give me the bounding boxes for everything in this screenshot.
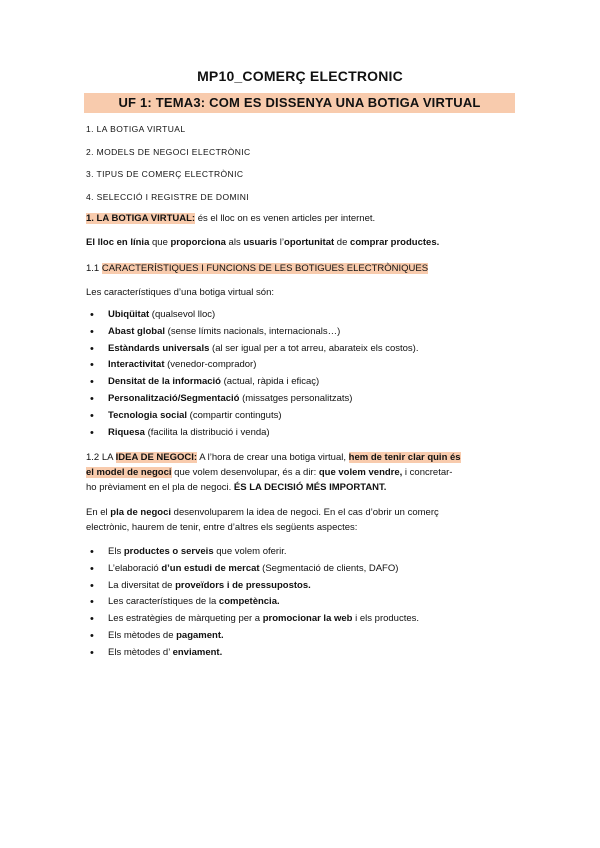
definition-text: que [149, 237, 171, 248]
feature-item [86, 408, 516, 425]
definition-text: als [225, 237, 244, 248]
definition-bold: El lloc en línia [86, 237, 150, 248]
feature-desc: (missatges personalitzats) [239, 392, 353, 404]
business-plan-paragraph [86, 505, 516, 535]
toc-item: 2. MODELS DE NEGOCI ELECTRÒNIC [86, 147, 251, 157]
paragraph-line: electrònic, haurem de tenir, entre d’altres els següents aspectes: [86, 522, 358, 533]
feature-term: Estàndards universals [108, 342, 210, 354]
aspect-bold: promocionar la web [262, 613, 353, 625]
paragraph-line [86, 505, 516, 520]
section-text: LA [101, 452, 116, 463]
paragraph-line [86, 465, 516, 480]
feature-term: Personalització/Segmentació [108, 392, 240, 404]
toc-item: 4. SELECCIÓ I REGISTRE DE DOMINI [86, 192, 249, 202]
section-1-line [86, 211, 516, 226]
aspect-text: que volem oferir. [213, 546, 287, 557]
section-number: 1.2 [86, 452, 102, 463]
aspect-item [86, 561, 516, 578]
feature-item [86, 341, 516, 358]
section-1-1-heading-line [86, 261, 516, 276]
paragraph-line [86, 450, 516, 465]
bold-text: ÉS LA DECISIÓ MÉS IMPORTANT. [233, 482, 387, 493]
aspect-text: i els productes. [352, 613, 420, 625]
definition-text: l’ [277, 237, 285, 248]
definition-bold: usuaris [243, 237, 278, 248]
toc-item: 1. LA BOTIGA VIRTUAL [86, 124, 186, 134]
definition-line [86, 235, 516, 250]
features-intro: Les característiques d’una botiga virtual són: [86, 287, 274, 298]
section-text: A l’hora de crear una botiga virtual, [197, 452, 349, 463]
feature-term: Interactivitat [108, 359, 165, 371]
aspect-text: (Segmentació de clients, DAFO) [259, 562, 399, 574]
toc-item: 3. TIPUS DE COMERÇ ELECTRÒNIC [86, 169, 244, 179]
feature-desc: (al ser igual per a tot arreu, abarateix els costos). [209, 342, 419, 354]
section-1-text: és el lloc on es venen articles per internet. [195, 213, 376, 224]
section-text: desenvoluparem la idea de negoci. En el cas d’obrir un comerç [171, 507, 439, 518]
feature-item [86, 391, 516, 408]
feature-item [86, 324, 516, 341]
highlighted-text: el model de negoci [86, 467, 172, 478]
feature-item [86, 307, 516, 324]
section-1-2-heading: IDEA DE NEGOCI: [115, 452, 198, 463]
feature-term: Riquesa [108, 426, 145, 438]
aspect-bold: d’un estudi de mercat [161, 562, 260, 574]
aspect-bold: competència. [218, 596, 280, 608]
section-1-heading: 1. LA BOTIGA VIRTUAL: [86, 213, 196, 224]
aspect-bold: enviament. [172, 646, 223, 658]
feature-desc: (sense límits nacionals, internacionals…) [165, 325, 341, 337]
section-text: que volem desenvolupar, és a dir: [171, 467, 319, 478]
paragraph-line [86, 480, 516, 495]
aspect-text: Els mètodes d’ [108, 646, 173, 658]
aspect-item [86, 544, 516, 561]
definition-bold: comprar productes. [350, 237, 440, 248]
feature-item [86, 374, 516, 391]
document-subtitle: UF 1: TEMA3: COM ES DISSENYA UNA BOTIGA VIRTUAL [118, 95, 481, 110]
section-number: 1.1 [86, 263, 102, 274]
highlighted-text: hem de tenir clar quin és [348, 452, 461, 463]
aspect-text: L’elaboració [108, 562, 162, 574]
aspect-text: Les característiques de la [108, 596, 219, 608]
feature-desc: (facilita la distribució i venda) [144, 426, 270, 438]
section-text: ho prèviament en el pla de negoci. [86, 482, 234, 493]
feature-desc: (qualsevol lloc) [149, 309, 216, 320]
feature-term: Densitat de la informació [108, 376, 221, 388]
feature-desc: (compartir continguts) [187, 409, 282, 421]
section-text: i concretar- [402, 467, 453, 478]
aspect-item [86, 645, 516, 662]
aspect-item [86, 578, 516, 595]
feature-item [86, 425, 516, 442]
aspect-text: Les estratègies de màrqueting per a [108, 613, 263, 625]
section-1-2-paragraph [86, 450, 516, 495]
features-list [86, 307, 516, 441]
feature-desc: (actual, ràpida i eficaç) [220, 376, 320, 388]
aspect-item [86, 628, 516, 645]
bold-text: que volem vendre, [318, 467, 403, 478]
definition-bold: proporciona [170, 237, 226, 248]
feature-item [86, 357, 516, 374]
document-title: MP10_COMERÇ ELECTRONIC [197, 68, 403, 84]
feature-term: Tecnologia social [108, 409, 188, 421]
aspect-bold: proveïdors i de pressupostos. [175, 579, 311, 591]
aspect-bold: productes o serveis [123, 546, 214, 557]
feature-desc: (venedor-comprador) [164, 359, 257, 371]
aspect-bold: pagament. [176, 629, 224, 641]
aspect-item [86, 611, 516, 628]
section-1-1-heading: CARACTERÍSTIQUES I FUNCIONS DE LES BOTIGUES ELECTRÒNIQUES [101, 263, 429, 274]
definition-bold: oportunitat [284, 237, 335, 248]
section-text: En el [86, 507, 111, 518]
aspect-text: Els [108, 546, 124, 557]
feature-term: Ubiqüitat [108, 309, 150, 320]
definition-text: de [334, 237, 351, 248]
aspect-item [86, 594, 516, 611]
feature-term: Abast global [108, 325, 166, 337]
aspect-text: La diversitat de [108, 579, 176, 591]
aspect-text: Els mètodes de [108, 629, 177, 641]
aspects-list [86, 544, 516, 662]
bold-text: pla de negoci [110, 507, 172, 518]
